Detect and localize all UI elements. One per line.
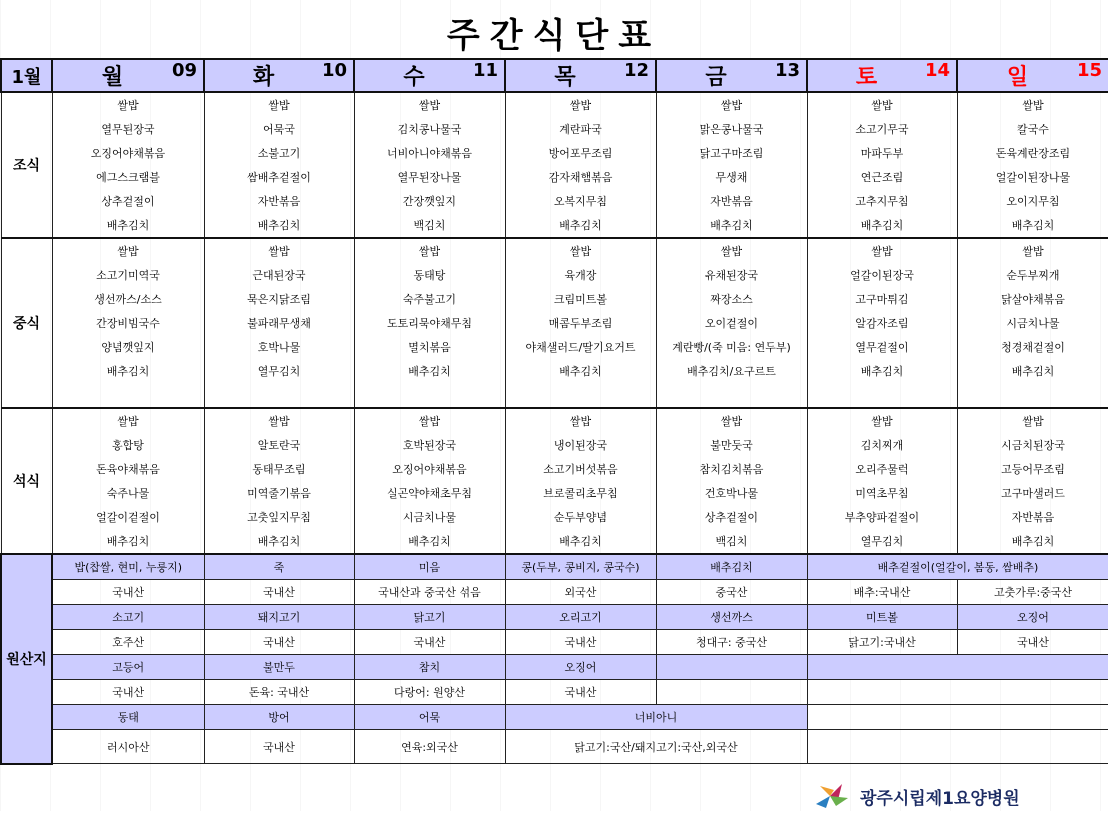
origin-cell: 닭고기:국산/돼지고기:국산,외국산 bbox=[505, 730, 807, 764]
origin-cell: 오징어 bbox=[505, 655, 656, 680]
origin-cell: 닭고기 bbox=[354, 605, 505, 630]
menu-item: 쌀밥 bbox=[505, 92, 656, 117]
menu-item: 짜장소스 bbox=[656, 287, 807, 311]
menu-item: 배추김치 bbox=[52, 359, 204, 383]
menu-item: 고구마샐러드 bbox=[957, 481, 1108, 505]
menu-item: 소불고기 bbox=[204, 141, 354, 165]
menu-item: 닭살야채볶음 bbox=[957, 287, 1108, 311]
menu-item: 오복지무침 bbox=[505, 189, 656, 213]
menu-item: 배추김치 bbox=[505, 529, 656, 554]
menu-item: 소고기무국 bbox=[807, 117, 957, 141]
origin-cell: 고등어 bbox=[52, 655, 204, 680]
menu-row bbox=[1, 529, 1108, 554]
menu-item: 김치찌개 bbox=[807, 433, 957, 457]
origin-cell: 배추:국내산 bbox=[807, 580, 957, 605]
menu-item: 숙주나물 bbox=[52, 481, 204, 505]
menu-item: 쌀밥 bbox=[505, 408, 656, 433]
menu-item: 돈육계란장조림 bbox=[957, 141, 1108, 165]
menu-item: 열무된장나물 bbox=[354, 165, 505, 189]
origin-cell bbox=[807, 705, 1108, 730]
menu-item: 쌀밥 bbox=[52, 92, 204, 117]
menu-row bbox=[1, 408, 1108, 433]
menu-item: 쌀밥 bbox=[204, 238, 354, 263]
origin-cell bbox=[807, 655, 1108, 680]
menu-item: 열무겉절이 bbox=[807, 335, 957, 359]
logo-icon bbox=[808, 778, 858, 811]
menu-item: 배추김치 bbox=[505, 359, 656, 383]
menu-item bbox=[52, 383, 204, 408]
menu-item: 쌀밥 bbox=[807, 238, 957, 263]
menu-item: 양념깻잎지 bbox=[52, 335, 204, 359]
menu-item bbox=[505, 383, 656, 408]
origin-row bbox=[1, 554, 1108, 580]
menu-row bbox=[1, 335, 1108, 359]
menu-row bbox=[1, 383, 1108, 408]
menu-item: 돈육야채볶음 bbox=[52, 457, 204, 481]
menu-item: 도토리묵야채무침 bbox=[354, 311, 505, 335]
menu-item: 방어포무조림 bbox=[505, 141, 656, 165]
menu-item: 얼갈이된장국 bbox=[807, 263, 957, 287]
menu-item: 고등어무조림 bbox=[957, 457, 1108, 481]
menu-item: 동태무조림 bbox=[204, 457, 354, 481]
origin-cell: 국내산 bbox=[204, 580, 354, 605]
menu-item: 쌀밥 bbox=[807, 92, 957, 117]
meal-label: 중식 bbox=[1, 238, 52, 408]
menu-item: 닭고구마조림 bbox=[656, 141, 807, 165]
menu-item: 쌀밥 bbox=[957, 408, 1108, 433]
menu-item: 시금치된장국 bbox=[957, 433, 1108, 457]
menu-item: 브로콜리초무침 bbox=[505, 481, 656, 505]
origin-cell: 밥(찹쌀, 현미, 누룽지) bbox=[52, 554, 204, 580]
origin-cell: 불만두 bbox=[204, 655, 354, 680]
origin-cell bbox=[656, 680, 807, 705]
menu-item: 시금치나물 bbox=[957, 311, 1108, 335]
menu-item: 고춧잎지무침 bbox=[204, 505, 354, 529]
origin-cell: 죽 bbox=[204, 554, 354, 580]
menu-item: 쌀밥 bbox=[505, 238, 656, 263]
menu-item: 배추김치 bbox=[957, 529, 1108, 554]
menu-item: 순두부찌개 bbox=[957, 263, 1108, 287]
hospital-name: 광주시립제1요양병원 bbox=[860, 789, 1020, 809]
menu-item: 상추겉절이 bbox=[52, 189, 204, 213]
menu-row bbox=[1, 117, 1108, 141]
menu-item: 쌀밥 bbox=[656, 238, 807, 263]
day-mon: 월 09 bbox=[52, 59, 204, 92]
menu-item: 멸치볶음 bbox=[354, 335, 505, 359]
menu-item: 쌀밥 bbox=[354, 238, 505, 263]
menu-item: 자반볶음 bbox=[656, 189, 807, 213]
menu-row bbox=[1, 141, 1108, 165]
menu-item: 마파두부 bbox=[807, 141, 957, 165]
origin-row bbox=[1, 730, 1108, 764]
menu-item: 연근조림 bbox=[807, 165, 957, 189]
origin-cell bbox=[656, 655, 807, 680]
menu-item: 배추김치 bbox=[807, 359, 957, 383]
menu-item: 배추김치 bbox=[807, 213, 957, 238]
menu-item: 오이지무침 bbox=[957, 189, 1108, 213]
menu-item: 소고기미역국 bbox=[52, 263, 204, 287]
menu-item: 고구마튀김 bbox=[807, 287, 957, 311]
origin-cell: 러시아산 bbox=[52, 730, 204, 764]
menu-item: 에그스크램블 bbox=[52, 165, 204, 189]
menu-item: 크림미트볼 bbox=[505, 287, 656, 311]
menu-row bbox=[1, 481, 1108, 505]
menu-item: 김치콩나물국 bbox=[354, 117, 505, 141]
menu-item: 배추김치 bbox=[505, 213, 656, 238]
origin-cell: 연육:외국산 bbox=[354, 730, 505, 764]
menu-item: 소고기버섯볶음 bbox=[505, 457, 656, 481]
menu-item: 쌀밥 bbox=[807, 408, 957, 433]
menu-item: 배추김치 bbox=[204, 213, 354, 238]
menu-item: 유채된장국 bbox=[656, 263, 807, 287]
origin-cell: 생선까스 bbox=[656, 605, 807, 630]
origin-cell: 너비아니 bbox=[505, 705, 807, 730]
menu-item: 쌀밥 bbox=[957, 238, 1108, 263]
menu-row bbox=[1, 189, 1108, 213]
origin-cell: 국내산 bbox=[204, 630, 354, 655]
menu-item: 쌀밥 bbox=[656, 92, 807, 117]
origin-row bbox=[1, 580, 1108, 605]
menu-item: 열무김치 bbox=[807, 529, 957, 554]
menu-item: 홍합탕 bbox=[52, 433, 204, 457]
menu-item: 배추김치/요구르트 bbox=[656, 359, 807, 383]
meal-label: 석식 bbox=[1, 408, 52, 554]
origin-row bbox=[1, 655, 1108, 680]
menu-item: 매콤두부조림 bbox=[505, 311, 656, 335]
day-sat: 토 14 bbox=[807, 59, 957, 92]
origin-cell bbox=[807, 680, 1108, 705]
menu-item: 칼국수 bbox=[957, 117, 1108, 141]
menu-row bbox=[1, 287, 1108, 311]
menu-item: 불만둣국 bbox=[656, 433, 807, 457]
origin-cell: 국내산 bbox=[52, 580, 204, 605]
menu-item: 배추김치 bbox=[957, 213, 1108, 238]
menu-item: 생선까스/소스 bbox=[52, 287, 204, 311]
menu-item: 얼갈이된장나물 bbox=[957, 165, 1108, 189]
menu-row bbox=[1, 311, 1108, 335]
menu-item: 건호박나물 bbox=[656, 481, 807, 505]
origin-row bbox=[1, 630, 1108, 655]
menu-item: 쌈배추겉절이 bbox=[204, 165, 354, 189]
menu-item bbox=[807, 383, 957, 408]
day-fri: 금 13 bbox=[656, 59, 807, 92]
menu-row bbox=[1, 359, 1108, 383]
menu-item: 계란파국 bbox=[505, 117, 656, 141]
menu-item bbox=[957, 383, 1108, 408]
menu-item: 배추김치 bbox=[52, 529, 204, 554]
menu-item: 실곤약야채초무침 bbox=[354, 481, 505, 505]
menu-row bbox=[1, 92, 1108, 117]
menu-item: 육개장 bbox=[505, 263, 656, 287]
menu-item: 배추김치 bbox=[354, 359, 505, 383]
origin-cell: 고춧가루:중국산 bbox=[957, 580, 1108, 605]
menu-item: 오징어야채볶음 bbox=[52, 141, 204, 165]
menu-item: 배추김치 bbox=[52, 213, 204, 238]
origin-cell: 국내산 bbox=[957, 630, 1108, 655]
menu-item: 호박나물 bbox=[204, 335, 354, 359]
origin-cell: 돈육: 국내산 bbox=[204, 680, 354, 705]
menu-item: 간장비빔국수 bbox=[52, 311, 204, 335]
menu-row bbox=[1, 263, 1108, 287]
menu-item: 간장깻잎지 bbox=[354, 189, 505, 213]
menu-item: 쌀밥 bbox=[354, 92, 505, 117]
page-title: 주간식단표 bbox=[446, 16, 662, 56]
menu-item: 시금치나물 bbox=[354, 505, 505, 529]
origin-cell: 국내산 bbox=[52, 680, 204, 705]
month-cell: 1월 bbox=[1, 59, 52, 92]
day-thu: 목 12 bbox=[505, 59, 656, 92]
menu-item: 냉이된장국 bbox=[505, 433, 656, 457]
origin-cell: 소고기 bbox=[52, 605, 204, 630]
origin-cell: 국내산과 중국산 섞음 bbox=[354, 580, 505, 605]
menu-item: 배추김치 bbox=[957, 359, 1108, 383]
meal-label: 조식 bbox=[1, 92, 52, 238]
menu-item: 얼갈이겉절이 bbox=[52, 505, 204, 529]
origin-cell: 돼지고기 bbox=[204, 605, 354, 630]
menu-item: 오리주물럭 bbox=[807, 457, 957, 481]
origin-cell: 국내산 bbox=[354, 630, 505, 655]
menu-item: 동태탕 bbox=[354, 263, 505, 287]
origin-cell: 닭고기:국내산 bbox=[807, 630, 957, 655]
origin-cell: 국내산 bbox=[204, 730, 354, 764]
menu-item bbox=[204, 383, 354, 408]
menu-item bbox=[354, 383, 505, 408]
menu-item: 미역줄기볶음 bbox=[204, 481, 354, 505]
menu-item: 자반볶음 bbox=[957, 505, 1108, 529]
menu-item bbox=[656, 383, 807, 408]
menu-item: 순두부양념 bbox=[505, 505, 656, 529]
origin-cell: 배추김치 bbox=[656, 554, 807, 580]
menu-item: 쌀밥 bbox=[52, 408, 204, 433]
origin-cell: 오징어 bbox=[957, 605, 1108, 630]
menu-item: 고추지무침 bbox=[807, 189, 957, 213]
menu-item: 호박된장국 bbox=[354, 433, 505, 457]
menu-item: 배추김치 bbox=[354, 529, 505, 554]
origin-row bbox=[1, 605, 1108, 630]
origin-row bbox=[1, 705, 1108, 730]
origin-cell: 국내산 bbox=[505, 680, 656, 705]
menu-item: 쌀밥 bbox=[52, 238, 204, 263]
menu-item: 오이겉절이 bbox=[656, 311, 807, 335]
origin-cell bbox=[807, 730, 1108, 764]
menu-row bbox=[1, 457, 1108, 481]
menu-item: 어묵국 bbox=[204, 117, 354, 141]
menu-item: 야채샐러드/딸기요거트 bbox=[505, 335, 656, 359]
menu-item: 부추양파겉절이 bbox=[807, 505, 957, 529]
menu-item: 감자채햄볶음 bbox=[505, 165, 656, 189]
menu-item: 알감자조림 bbox=[807, 311, 957, 335]
menu-item: 배추김치 bbox=[204, 529, 354, 554]
menu-item: 오징어야채볶음 bbox=[354, 457, 505, 481]
menu-item: 쌀밥 bbox=[204, 408, 354, 433]
menu-row bbox=[1, 433, 1108, 457]
menu-item: 자반볶음 bbox=[204, 189, 354, 213]
origin-cell: 중국산 bbox=[656, 580, 807, 605]
origin-cell: 어묵 bbox=[354, 705, 505, 730]
origin-cell: 다랑어: 원양산 bbox=[354, 680, 505, 705]
origin-cell: 청대구: 중국산 bbox=[656, 630, 807, 655]
header-row bbox=[1, 59, 1108, 92]
menu-item: 참치김치볶음 bbox=[656, 457, 807, 481]
origin-row bbox=[1, 680, 1108, 705]
menu-item: 너비아니야채볶음 bbox=[354, 141, 505, 165]
menu-row bbox=[1, 165, 1108, 189]
origin-cell: 호주산 bbox=[52, 630, 204, 655]
menu-item: 배추김치 bbox=[656, 213, 807, 238]
menu-row bbox=[1, 505, 1108, 529]
menu-item: 백김치 bbox=[656, 529, 807, 554]
menu-item: 쌀밥 bbox=[957, 92, 1108, 117]
menu-item: 쌀밥 bbox=[204, 92, 354, 117]
menu-item: 열무된장국 bbox=[52, 117, 204, 141]
menu-item: 계란빵/(죽 미음: 연두부) bbox=[656, 335, 807, 359]
origin-cell: 미트볼 bbox=[807, 605, 957, 630]
menu-item: 열무김치 bbox=[204, 359, 354, 383]
origin-cell: 배추겉절이(얼갈이, 봄동, 쌈배추) bbox=[807, 554, 1108, 580]
menu-row bbox=[1, 213, 1108, 238]
origin-label: 원산지 bbox=[1, 554, 52, 764]
menu-item: 무생채 bbox=[656, 165, 807, 189]
origin-cell: 국내산 bbox=[505, 630, 656, 655]
menu-item: 알토란국 bbox=[204, 433, 354, 457]
day-tue: 화 10 bbox=[204, 59, 354, 92]
menu-item: 불파래무생채 bbox=[204, 311, 354, 335]
menu-item: 청경채겉절이 bbox=[957, 335, 1108, 359]
origin-cell: 동태 bbox=[52, 705, 204, 730]
day-sun: 일 15 bbox=[957, 59, 1108, 92]
menu-item: 미역초무침 bbox=[807, 481, 957, 505]
origin-cell: 방어 bbox=[204, 705, 354, 730]
day-wed: 수 11 bbox=[354, 59, 505, 92]
menu-item: 숙주불고기 bbox=[354, 287, 505, 311]
origin-cell: 참치 bbox=[354, 655, 505, 680]
menu-item: 쌀밥 bbox=[656, 408, 807, 433]
menu-item: 쌀밥 bbox=[354, 408, 505, 433]
origin-cell: 오리고기 bbox=[505, 605, 656, 630]
origin-cell: 미음 bbox=[354, 554, 505, 580]
menu-item: 근대된장국 bbox=[204, 263, 354, 287]
menu-item: 백김치 bbox=[354, 213, 505, 238]
menu-item: 맑은콩나물국 bbox=[656, 117, 807, 141]
origin-cell: 외국산 bbox=[505, 580, 656, 605]
menu-row bbox=[1, 238, 1108, 263]
origin-cell: 콩(두부, 콩비지, 콩국수) bbox=[505, 554, 656, 580]
menu-item: 묵은지닭조림 bbox=[204, 287, 354, 311]
weekly-menu-table bbox=[0, 58, 1108, 765]
menu-item: 상추겉절이 bbox=[656, 505, 807, 529]
